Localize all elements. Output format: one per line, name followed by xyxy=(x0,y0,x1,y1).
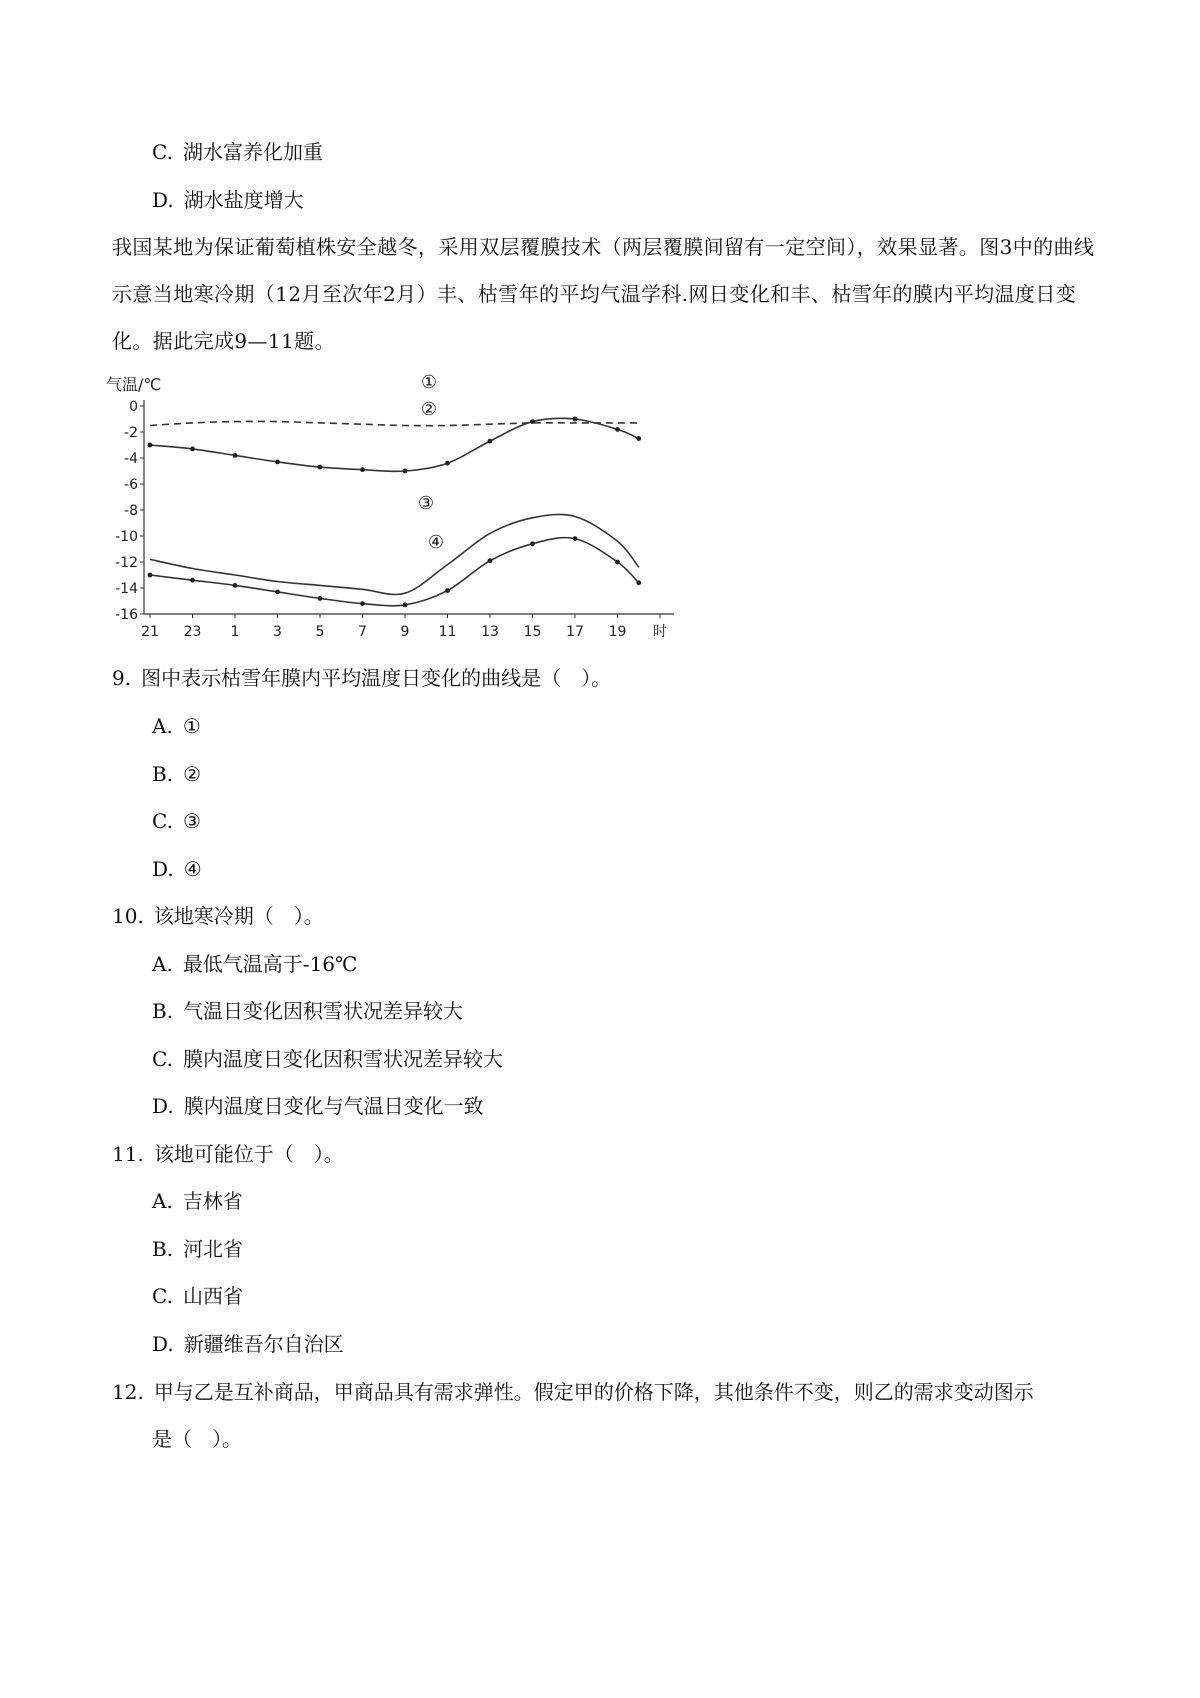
option-c-top xyxy=(152,138,323,166)
x-tick-label: 1 xyxy=(230,624,240,640)
x-tick-label: 7 xyxy=(358,624,367,640)
option-text: 气温日变化因积雪状况差异较大 xyxy=(183,999,464,1023)
series-line-1 xyxy=(150,421,639,425)
option-label: D. xyxy=(152,188,174,212)
series-label-2: ② xyxy=(420,399,438,420)
data-point xyxy=(636,580,641,585)
data-point xyxy=(148,443,153,448)
x-tick-label: 17 xyxy=(566,624,584,640)
y-tick-label: 0 xyxy=(129,399,138,415)
data-point xyxy=(445,461,450,466)
option-text: ③ xyxy=(182,809,201,833)
q9-option-c xyxy=(152,807,201,835)
option-label: D. xyxy=(152,1332,174,1356)
question-11 xyxy=(112,1140,344,1168)
data-point xyxy=(190,578,195,583)
option-text: 湖水盐度增大 xyxy=(183,188,304,212)
option-text: 湖水富养化加重 xyxy=(182,140,323,164)
data-point xyxy=(233,583,238,588)
y-axis-label: 气温/℃ xyxy=(106,375,162,394)
data-point xyxy=(275,460,280,465)
option-text: 膜内温度日变化与气温日变化一致 xyxy=(183,1094,484,1118)
option-text: 山西省 xyxy=(182,1284,243,1308)
data-point xyxy=(360,467,365,472)
data-point xyxy=(445,588,450,593)
data-point xyxy=(233,453,238,458)
x-tick-label: 5 xyxy=(315,624,325,640)
data-point xyxy=(318,465,323,470)
x-tick-label: 23 xyxy=(183,624,202,640)
data-point xyxy=(488,558,493,563)
option-label: D. xyxy=(152,857,174,881)
q10-option-c xyxy=(152,1045,503,1073)
x-tick-label: 时 xyxy=(653,624,667,640)
y-tick-label: -12 xyxy=(115,555,138,571)
x-tick-label: 11 xyxy=(438,624,457,640)
series-label-1: ① xyxy=(420,372,438,393)
y-tick-label: -8 xyxy=(124,503,138,519)
option-text: 河北省 xyxy=(183,1237,244,1261)
q10-option-b xyxy=(152,997,463,1025)
data-point xyxy=(318,596,323,601)
option-d-top xyxy=(152,186,304,214)
y-tick-label: -4 xyxy=(124,451,138,467)
option-label: C. xyxy=(152,140,173,164)
option-text: ① xyxy=(182,714,201,738)
series-line-4 xyxy=(150,538,639,606)
data-point xyxy=(573,536,578,541)
x-tick-label: 9 xyxy=(400,624,410,640)
data-point xyxy=(636,436,641,441)
question-10 xyxy=(112,902,324,930)
option-label: D. xyxy=(152,1094,174,1118)
y-tick-label: -16 xyxy=(115,607,138,623)
option-label: B. xyxy=(152,762,174,786)
question-12 xyxy=(112,1378,1034,1406)
data-point xyxy=(360,601,365,606)
option-label: B. xyxy=(152,1237,174,1261)
option-text: 吉林省 xyxy=(182,1189,243,1213)
option-label: B. xyxy=(152,999,174,1023)
x-tick-label: 13 xyxy=(481,624,499,640)
q9-option-a xyxy=(152,712,201,740)
option-text: 新疆维吾尔自治区 xyxy=(183,1332,344,1356)
q9-option-d xyxy=(152,855,202,883)
option-text: ② xyxy=(183,762,201,786)
y-tick-label: -14 xyxy=(115,581,138,597)
data-point xyxy=(573,417,578,422)
question-stem: 甲与乙是互补商品，甲商品具有需求弹性。假定甲的价格下降，其他条件不变，则乙的需求变动图示 xyxy=(153,1380,1034,1404)
option-label: A. xyxy=(152,714,173,738)
q10-option-a xyxy=(152,950,357,978)
series-line-3 xyxy=(150,514,639,594)
data-point xyxy=(488,439,493,444)
data-point xyxy=(530,419,535,424)
data-point xyxy=(615,427,620,432)
data-point xyxy=(615,560,620,565)
data-point xyxy=(275,590,280,595)
question-number: 9. xyxy=(112,666,132,690)
temperature-chart xyxy=(104,370,684,650)
x-tick-label: 3 xyxy=(273,624,282,640)
series-line-2 xyxy=(150,418,639,471)
question-number: 10. xyxy=(112,904,144,928)
question-number: 11. xyxy=(112,1142,144,1166)
question-stem: 该地寒冷期（ ）。 xyxy=(153,904,324,928)
q11-option-a xyxy=(152,1187,243,1215)
option-label: C. xyxy=(152,1047,173,1071)
question-number: 12. xyxy=(112,1380,144,1404)
option-text: 膜内温度日变化因积雪状况差异较大 xyxy=(182,1047,503,1071)
q10-option-d xyxy=(152,1092,484,1120)
option-label: C. xyxy=(152,809,173,833)
data-point xyxy=(530,541,535,546)
data-point xyxy=(148,573,153,578)
q11-option-d xyxy=(152,1330,344,1358)
data-point xyxy=(403,603,408,608)
series-label-3: ③ xyxy=(417,493,435,514)
intro-paragraph: 我国某地为保证葡萄植株安全越冬，采用双层覆膜技术（两层覆膜间留有一定空间），效果显著。图3中的曲线示意当地寒冷期（12月至次年2月）丰、枯雪年的平均气温学科.网日变化和丰、枯雪年的膜内平均温度日变化。据此完成9—11题。 xyxy=(112,235,1095,353)
question-9 xyxy=(112,664,611,692)
y-tick-label: -10 xyxy=(115,529,138,545)
option-label: C. xyxy=(152,1284,173,1308)
option-text: ④ xyxy=(183,857,202,881)
option-text: 最低气温高于-16℃ xyxy=(182,952,358,976)
series-label-4: ④ xyxy=(427,532,445,553)
question-stem: 图中表示枯雪年膜内平均温度日变化的曲线是（ ）。 xyxy=(141,666,612,690)
x-tick-label: 21 xyxy=(141,624,159,640)
option-label: A. xyxy=(152,952,173,976)
y-tick-label: -6 xyxy=(124,477,138,493)
option-label: A. xyxy=(152,1189,173,1213)
q11-option-c xyxy=(152,1282,243,1310)
question-stem: 该地可能位于（ ）。 xyxy=(153,1142,344,1166)
data-point xyxy=(403,469,408,474)
x-tick-label: 19 xyxy=(608,624,627,640)
x-tick-label: 15 xyxy=(523,624,542,640)
q11-option-b xyxy=(152,1235,243,1263)
y-tick-label: -2 xyxy=(124,425,138,441)
question-12-continuation: 是（ ）。 xyxy=(152,1427,242,1451)
data-point xyxy=(190,447,195,452)
q9-option-b xyxy=(152,760,201,788)
